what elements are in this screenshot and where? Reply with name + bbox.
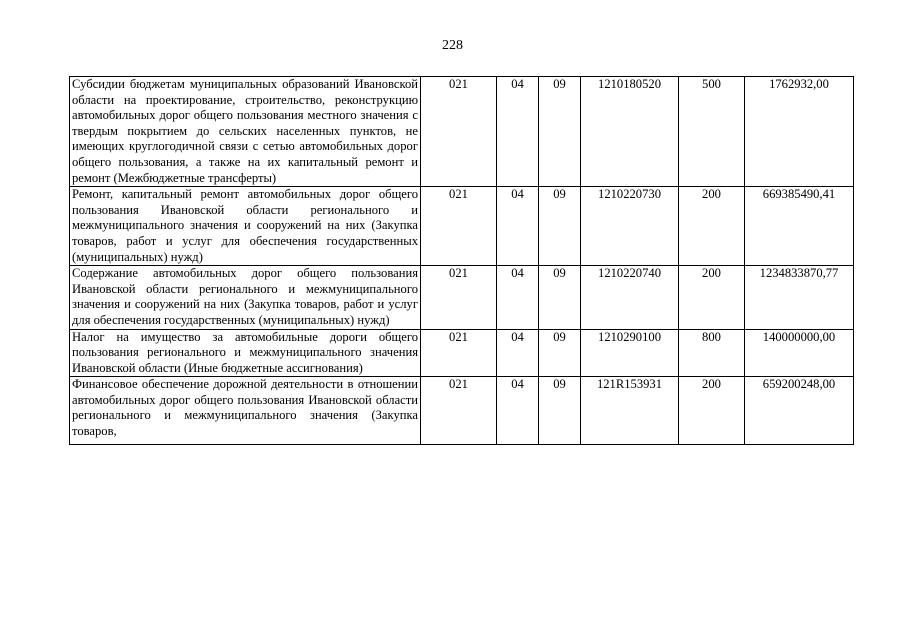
amount-cell: 669385490,41	[745, 187, 854, 266]
target-article-cell: 1210180520	[581, 77, 679, 187]
expense-type-cell: 200	[679, 377, 745, 445]
subsection-cell: 09	[539, 329, 581, 377]
expense-type-cell: 800	[679, 329, 745, 377]
section-cell: 04	[497, 77, 539, 187]
subsection-cell: 09	[539, 266, 581, 329]
target-article-cell: 121R153931	[581, 377, 679, 445]
amount-cell: 140000000,00	[745, 329, 854, 377]
target-article-cell: 1210220740	[581, 266, 679, 329]
target-article-cell: 1210220730	[581, 187, 679, 266]
expense-type-cell: 500	[679, 77, 745, 187]
table-row	[70, 187, 854, 266]
page-number: 228	[442, 38, 463, 53]
description-cell: Содержание автомобильных дорог общего пользования Ивановской области регионального и межмуниципального значения и сооружений на них (Закупка товаров, работ и услуг для обеспечения государственных (муниципальных) нужд)	[70, 266, 421, 329]
table-row	[70, 377, 854, 445]
description-cell: Субсидии бюджетам муниципальных образований Ивановской области на проектирование, строительство, реконструкцию автомобильных дорог общего пользования местного значения с твердым покрытием до сельских населенных пунктов, не имеющих круглогодичной связи с сетью автомобильных дорог общего пользования, а также на их капитальный ремонт и ремонт (Межбюджетные трансферты)	[70, 77, 421, 187]
subsection-cell: 09	[539, 377, 581, 445]
budget-table	[69, 76, 854, 445]
ministry-code-cell: 021	[421, 266, 497, 329]
amount-cell: 659200248,00	[745, 377, 854, 445]
table-row	[70, 329, 854, 377]
amount-cell: 1762932,00	[745, 77, 854, 187]
description-cell: Ремонт, капитальный ремонт автомобильных дорог общего пользования Ивановской области регионального и межмуниципального значения и сооружений на них (Закупка товаров, работ и услуг для обеспечения государственных (муниципальных) нужд)	[70, 187, 421, 266]
table-row	[70, 77, 854, 187]
target-article-cell: 1210290100	[581, 329, 679, 377]
description-cell: Финансовое обеспечение дорожной деятельности в отношении автомобильных дорог общего пользования Ивановской области регионального и межмуниципального значения (Закупка товаров,	[70, 377, 421, 445]
expense-type-cell: 200	[679, 187, 745, 266]
section-cell: 04	[497, 266, 539, 329]
ministry-code-cell: 021	[421, 377, 497, 445]
section-cell: 04	[497, 377, 539, 445]
subsection-cell: 09	[539, 187, 581, 266]
section-cell: 04	[497, 329, 539, 377]
table-row	[70, 266, 854, 329]
ministry-code-cell: 021	[421, 329, 497, 377]
section-cell: 04	[497, 187, 539, 266]
subsection-cell: 09	[539, 77, 581, 187]
description-cell: Налог на имущество за автомобильные дороги общего пользования регионального и межмуниципального значения Ивановской области (Иные бюджетные ассигнования)	[70, 329, 421, 377]
amount-cell: 1234833870,77	[745, 266, 854, 329]
ministry-code-cell: 021	[421, 187, 497, 266]
ministry-code-cell: 021	[421, 77, 497, 187]
expense-type-cell: 200	[679, 266, 745, 329]
